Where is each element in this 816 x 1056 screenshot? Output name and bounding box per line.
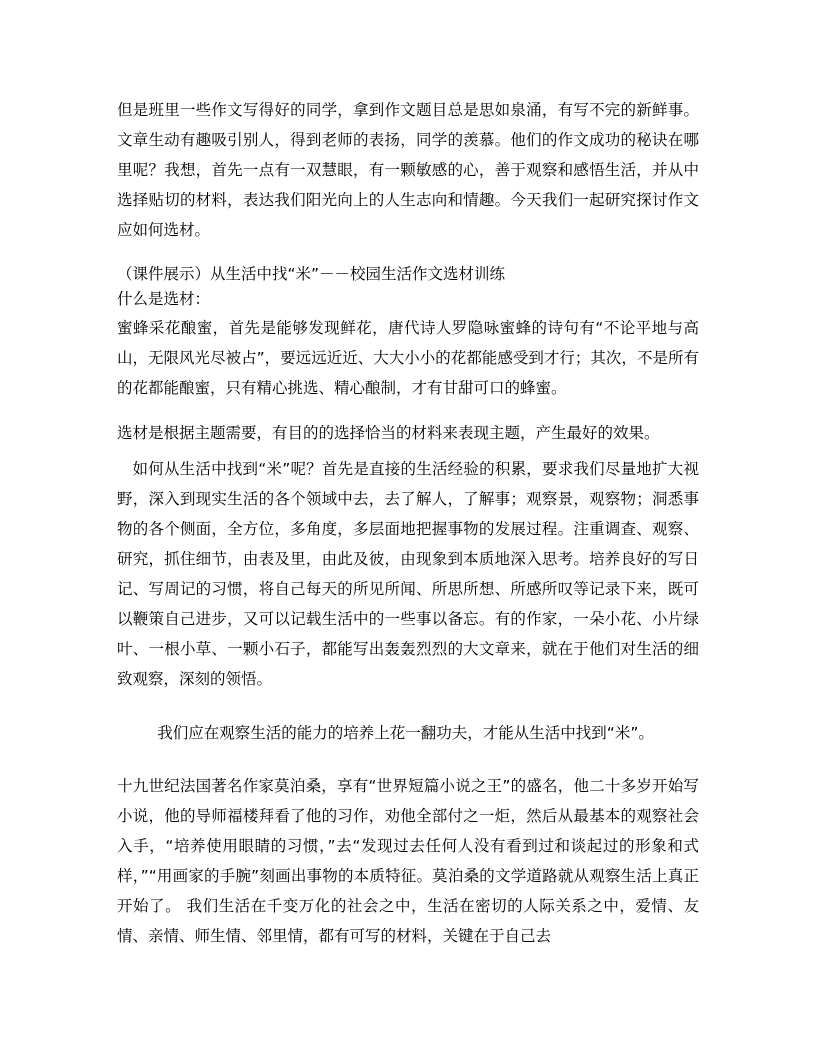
paragraph-bee-analogy: 蜜蜂采花酿蜜，首先是能够发现鲜花，唐代诗人罗隐咏蜜蜂的诗句有“不论平地与高山，无限风光尽被占”，要远远近近、大大小小的花都能感受到才行；其次，不是所有的花都能酿蜜，只有精心挑选、精心酿制，才有甘甜可口的蜂蜜。	[117, 319, 699, 397]
paragraph-observation-ability: 我们应在观察生活的能力的培养上花一翻功夫，才能从生活中找到“米”。	[157, 724, 654, 742]
paragraph-how-to-find: 如何从生活中找到“米”呢？首先是直接的生活经验的积累，要求我们尽量地扩大视野，深入到现实生活的各个领域中去，去了解人，了解事；观察景，观察物；洞悉事物的各个侧面，全方位，多角度，多层面地把握事物的发展过程。注重调查、观察、研究，抓住细节，由表及里，由此及彼，由现象到本质地深入思考。培养良好的写日记、写周记的习惯，将自己每天的所见所闻、所思所想、所感所叹等记录下来，既可以鞭策自己进步，又可以记载生活中的一些事以备忘。有的作家，一朵小花、小片绿叶、一根小草、一颗小石子，都能写出轰轰烈烈的大文章来，就在于他们对生活的细致观察，深刻的领悟。	[117, 460, 699, 688]
paragraph-selection-definition: 选材是根据主题需要，有目的的选择恰当的材料来表现主题，产生最好的效果。	[117, 424, 660, 442]
paragraph-maupassant: 十九世纪法国著名作家莫泊桑，享有“世界短篇小说之王”的盛名，他二十多岁开始写小说，他的导师福楼拜看了他的习作，劝他全部付之一炬，然后从最基本的观察社会入手，“培养使用眼睛的习惯，”去“发现过去任何人没有看到过和谈起过的形象和式样，”“用画家的手腕”刻画出事物的本质特征。莫泊桑的文学道路就从观察生活上真正开始了。 我们生活在千变万化的社会之中，生活在密切的人际关系之中，爱情、友情、亲情、师生情、邻里情，都有可写的材料，关键在于自己去	[117, 777, 699, 945]
paragraph-courseware-title: （课件展示）从生活中找“米”－－校园生活作文选材训练	[117, 265, 506, 283]
paragraph-intro: 但是班里一些作文写得好的同学，拿到作文题目总是思如泉涌，有写不完的新鲜事。文章生动有趣吸引别人，得到老师的表扬，同学的羡慕。他们的作文成功的秘诀在哪里呢？我想，首先一点有一双慧眼，有一颗敏感的心，善于观察和感悟生活，并从中选择贴切的材料，表达我们阳光向上的人生志向和情趣。今天我们一起研究探讨作文应如何选材。	[117, 101, 699, 239]
paragraph-what-is-selection: 什么是选材：	[117, 290, 211, 308]
